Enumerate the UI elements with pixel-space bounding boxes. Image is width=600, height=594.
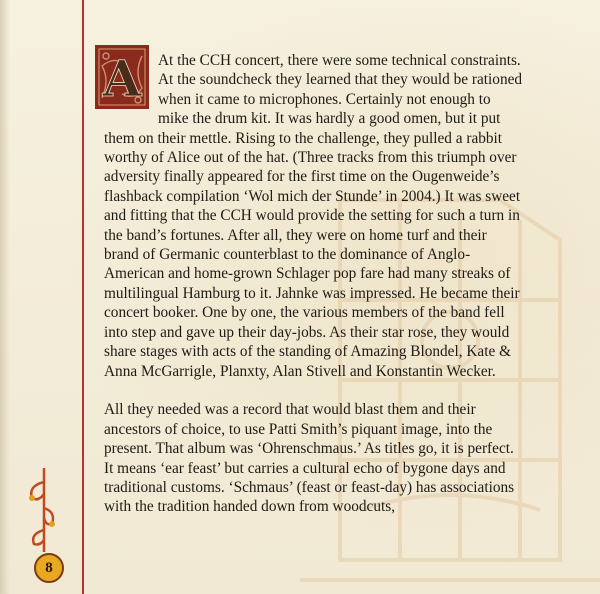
page-number: 8	[34, 553, 64, 583]
red-margin-rule	[82, 0, 84, 594]
paragraph-text: At the CCH concert, there were some technical constraints. At the soundcheck they learned that they would be rationed when it came to microphones. Certainly not enough to mike the drum kit. It was hardly a good omen, but it put them on their mettle. Rising to the challenge, they pulled a rabbit worthy of Alice out of the hat. (Three tracks from this triumph over adversity finally appeared for the first time on the Ougenweide’s flashback compilation ‘Wol mich der Stunde’ in 2004.) It was sweet and fitting that the CCH would provide the setting for such a turn in the band’s fortunes. After all, they were on home turf and their brand of Germanic counterblast to the dominance of Anglo-American and home-grown Schlager pop fare had many streaks of multilingual Hamburg to it. Jahnke was impressed. He became their concert booker. One by one, the various members of the band fell into step and gave up their day-jobs. As their star rose, they would share stages with acts of the standing of Amazing Blondel, Kate & Anna McGarrigle, Planxty, Alan Stivell and Konstantin Wecker.	[104, 52, 523, 380]
paragraph	[104, 51, 524, 381]
drop-cap-letter: A	[102, 49, 142, 108]
paragraph-text: All they needed was a record that would blast them and their ancestors of choice, to use Patti Smith’s piquant image, into the present. That album was ‘Ohrenschmaus.’ As titles go, it is perfect. It means ‘ear feast’ but carries a cultural echo of bygone days and traditional customs. ‘Schmaus’ (feast or feast-day) has associations with the tradition handed down from woodcuts,	[104, 401, 515, 516]
page-edge-shadow	[0, 0, 10, 594]
drop-cap-spacer	[104, 55, 154, 111]
body-text	[104, 51, 524, 517]
paragraph	[104, 400, 524, 516]
